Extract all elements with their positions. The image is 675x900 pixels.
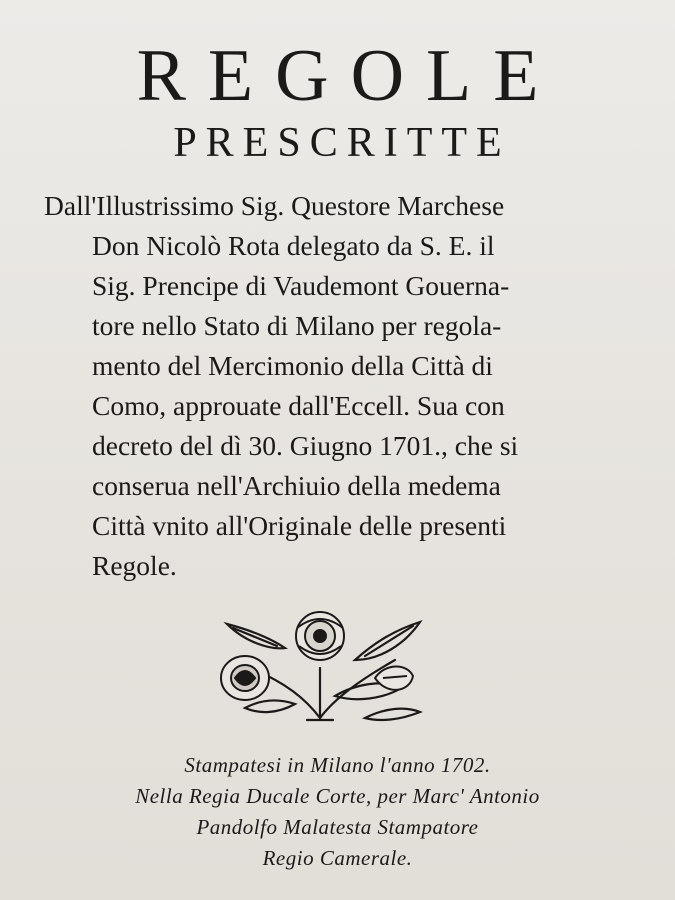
body-line: conserua nell'Archiuio della medema [92,470,501,501]
body-paragraph [44,186,604,586]
body-line: tore nello Stato di Milano per regola- [92,310,502,341]
imprint-line: Nella Regia Ducale Corte, per Marc' Antonio [135,784,540,808]
body-line: Dall'Illustrissimo Sig. Questore Marchese [44,190,505,221]
body-line: Sig. Prencipe di Vaudemont Gouerna- [92,270,510,301]
imprint-line: Regio Camerale. [262,846,413,870]
imprint-line: Stampatesi in Milano l'anno 1702. [184,753,491,777]
body-line: Città vnito all'Originale delle presenti [92,510,507,541]
floral-woodcut-icon [215,608,425,730]
imprint-line: Pandolfo Malatesta Stampatore [196,815,479,839]
body-line: Como, approuate dall'Eccell. Sua con [92,390,505,421]
imprint-block [0,750,675,874]
body-line: Don Nicolò Rota delegato da S. E. il [92,230,495,261]
body-line: Regole. [92,550,177,581]
body-line: mento del Mercimonio della Città di [92,350,493,381]
body-line: decreto del dì 30. Giugno 1701., che si [92,430,519,461]
page-subtitle: PRESCRITTE [173,120,511,166]
page-title: REGOLE [136,35,561,117]
